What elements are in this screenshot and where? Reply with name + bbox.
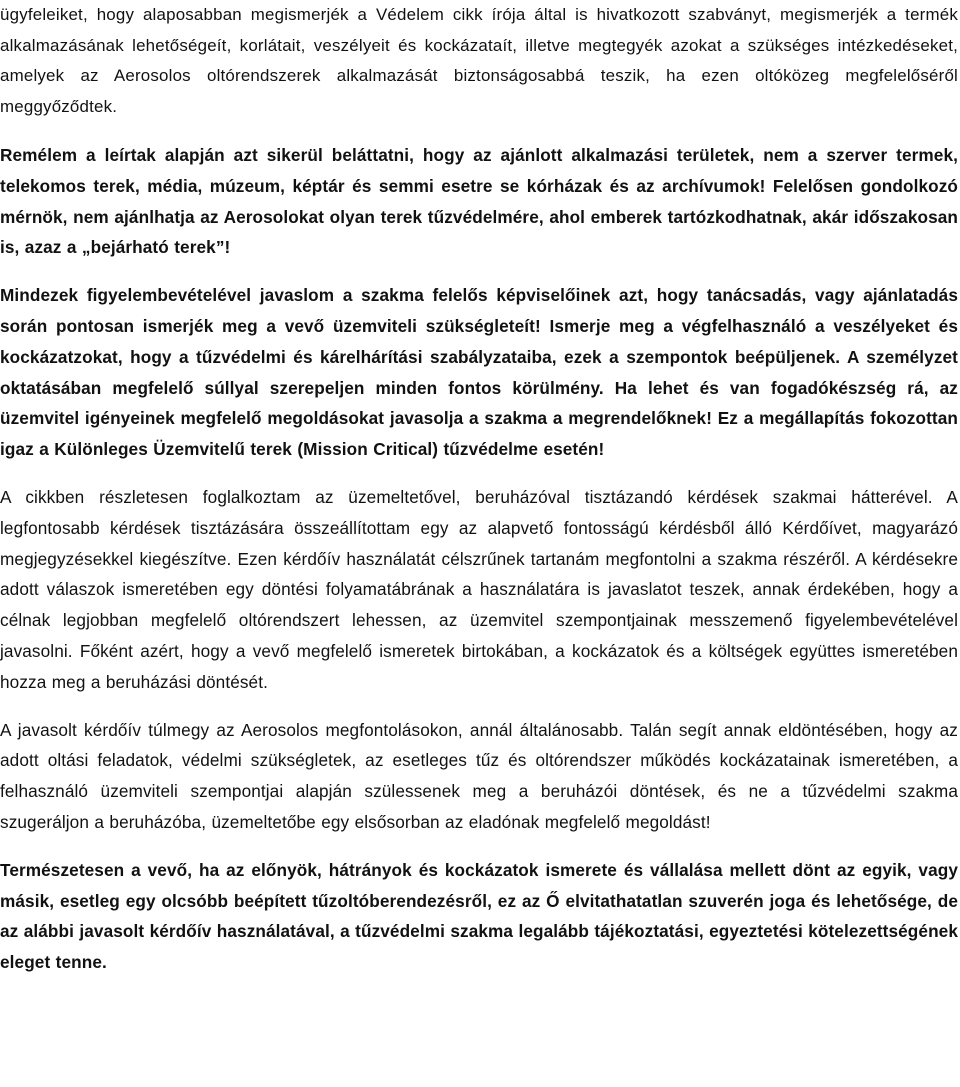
paragraph-conclusion: Természetesen a vevő, ha az előnyök, hátrányok és kockázatok ismerete és vállalása mellett dönt az egyik, vagy másik, esetleg egy olcsóbb beépített tűzoltóberendezésről, ez az Ő elvitathatatlan szuverén joga és lehetősége, de az alábbi javasolt kérdőív használatával, a tűzvédelmi szakma legalább tájékoztatási, egyeztetési kötelezettségének eleget tenne. — [0, 859, 958, 973]
paragraph-questionnaire: A cikkben részletesen foglalkoztam az üzemeltetővel, beruházóval tisztázandó kérdések szakmai hátterével. A legfontosabb kérdések tisztázására összeállítottam egy az alapvető fontosságú kérdésből álló Kérdőívet, magyarázó megjegyzésekkel kiegészítve. Ezen kérdőív használatát célszrűnek tartanám megfontolni a szakma részéről. A kérdésekre adott válaszok ismeretében egy döntési folyamatábrának a használatára is javaslatot teszek, annak érdekében, hogy a célnak legjobban megfelelő oltórendszert lehessen, az üzemvitel szempontjainak messzemenő figyelembevételével javasolni. Főként azért, hogy a vevő megfelelő ismeretek birtokában, a kockázatok és a költségek együttes ismeretében hozza meg a beruházási döntését. — [0, 486, 958, 692]
paragraph-recommendation: Mindezek figyelembevételével javaslom a szakma felelős képviselőinek azt, hogy tanácsadás, vagy ajánlatadás során pontosan ismerjék meg a vevő üzemviteli szükségleteít! Ismerje meg a végfelhasználó a veszélyeket és kockázatzokat, hogy a tűzvédelmi és kárelhárítási szabályzataiba, ezek a szempontok beépüljenek. A személyzet oktatásában megfelelő súllyal szerepeljen minden fontos körülmény. Ha lehet és van fogadókészség rá, az üzemvitel igényeinek megfelelő megoldásokat javasolja a szakma a megrendelőknek! Ez a megállapítás fokozottan igaz a Különleges Üzemvitelű terek (Mission Critical) tűzvédelme esetén! — [0, 285, 958, 460]
paragraph-intro: ügyfeleiket, hogy alaposabban megismerjék a Védelem cikk írója által is hivatkozott szabványt, megismerjék a termék alkalmazásának lehetőségeít, korlátait, veszélyeit és kockázataít, illetve megtegyék azokat a szükséges intézkedéseket, amelyek az Aerosolos oltórendszerek alkalmazását biztonságosabbá teszik, ha ezen oltóközeg megfelelőséről meggyőződtek. — [0, 5, 958, 116]
paragraph-questionnaire-scope: A javasolt kérdőív túlmegy az Aerosolos megfontolásokon, annál általánosabb. Talán segít annak eldöntésében, hogy az adott oltási feladatok, védelmi szükségletek, az esetleges tűz és oltórendszer működés kockázatainak ismeretében, a felhasználó üzemviteli szempontjai alapján szülessenek meg a beruházói döntések, és ne a tűzvédelmi szakma szugeráljon a beruházóba, üzemeltetőbe egy elsősorban az eladónak megfelelő megoldást! — [0, 719, 958, 832]
paragraph-recommended-areas: Remélem a leírtak alapján azt sikerül beláttatni, hogy az ajánlott alkalmazási területek, nem a szerver termek, telekomos terek, média, múzeum, képtár és semmi esetre se kórházak és az archívumok! Felelősen gondolkozó mérnök, nem ajánlhatja az Aerosolokat olyan terek tűzvédelmére, ahol emberek tartózkodhatnak, akár időszakosan is, azaz a „bejárható terek”! — [0, 145, 958, 258]
